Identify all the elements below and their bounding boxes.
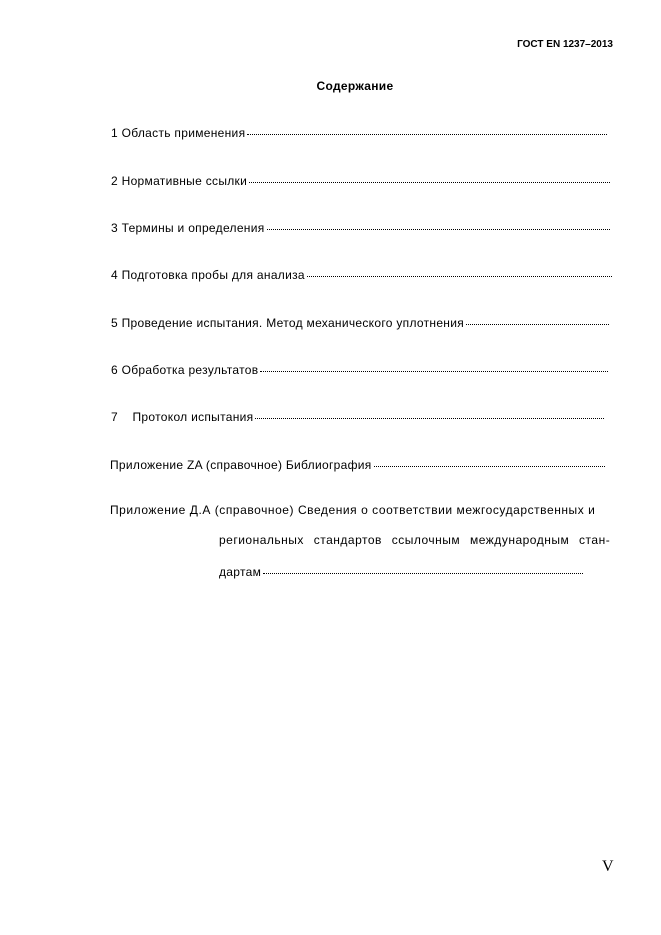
toc-label: 6 Обработка результатов	[111, 363, 259, 377]
toc-item	[111, 316, 609, 330]
dot-leader	[255, 418, 604, 419]
page-title: Содержание	[316, 79, 394, 93]
appendix-da-line3	[219, 565, 583, 579]
appendix-da-line2: региональных стандартов ссылочным международным стан-	[219, 533, 611, 547]
toc-item	[111, 126, 607, 140]
dot-leader	[307, 276, 612, 277]
toc-label: 3 Термины и определения	[111, 221, 265, 235]
toc-item	[110, 458, 605, 472]
dot-leader	[374, 466, 605, 467]
toc-label: 5 Проведение испытания. Метод механического уплотнения	[111, 316, 465, 330]
dot-leader	[260, 371, 608, 372]
toc-item	[111, 268, 612, 282]
toc-item	[111, 174, 610, 188]
toc-item	[111, 363, 608, 377]
toc-item	[111, 410, 604, 424]
toc-item	[111, 221, 610, 235]
dot-leader	[267, 229, 610, 230]
toc-label: 7 Протокол испытания	[111, 410, 254, 424]
dot-leader	[249, 182, 610, 183]
toc-label: дартам	[219, 565, 262, 579]
dot-leader	[263, 573, 583, 574]
toc-label: 2 Нормативные ссылки	[111, 174, 248, 188]
dot-leader	[247, 134, 607, 135]
appendix-da-line1: Приложение Д.А (справочное) Сведения о соответствии межгосударственных и	[110, 503, 596, 517]
toc-label: 1 Область применения	[111, 126, 246, 140]
dot-leader	[466, 324, 609, 325]
toc-label: Приложение ZA (справочное) Библиография	[110, 458, 372, 472]
page-number: V	[602, 858, 614, 875]
document-code: ГОСТ EN 1237–2013	[517, 39, 613, 50]
toc-label: 4 Подготовка пробы для анализа	[111, 268, 305, 282]
